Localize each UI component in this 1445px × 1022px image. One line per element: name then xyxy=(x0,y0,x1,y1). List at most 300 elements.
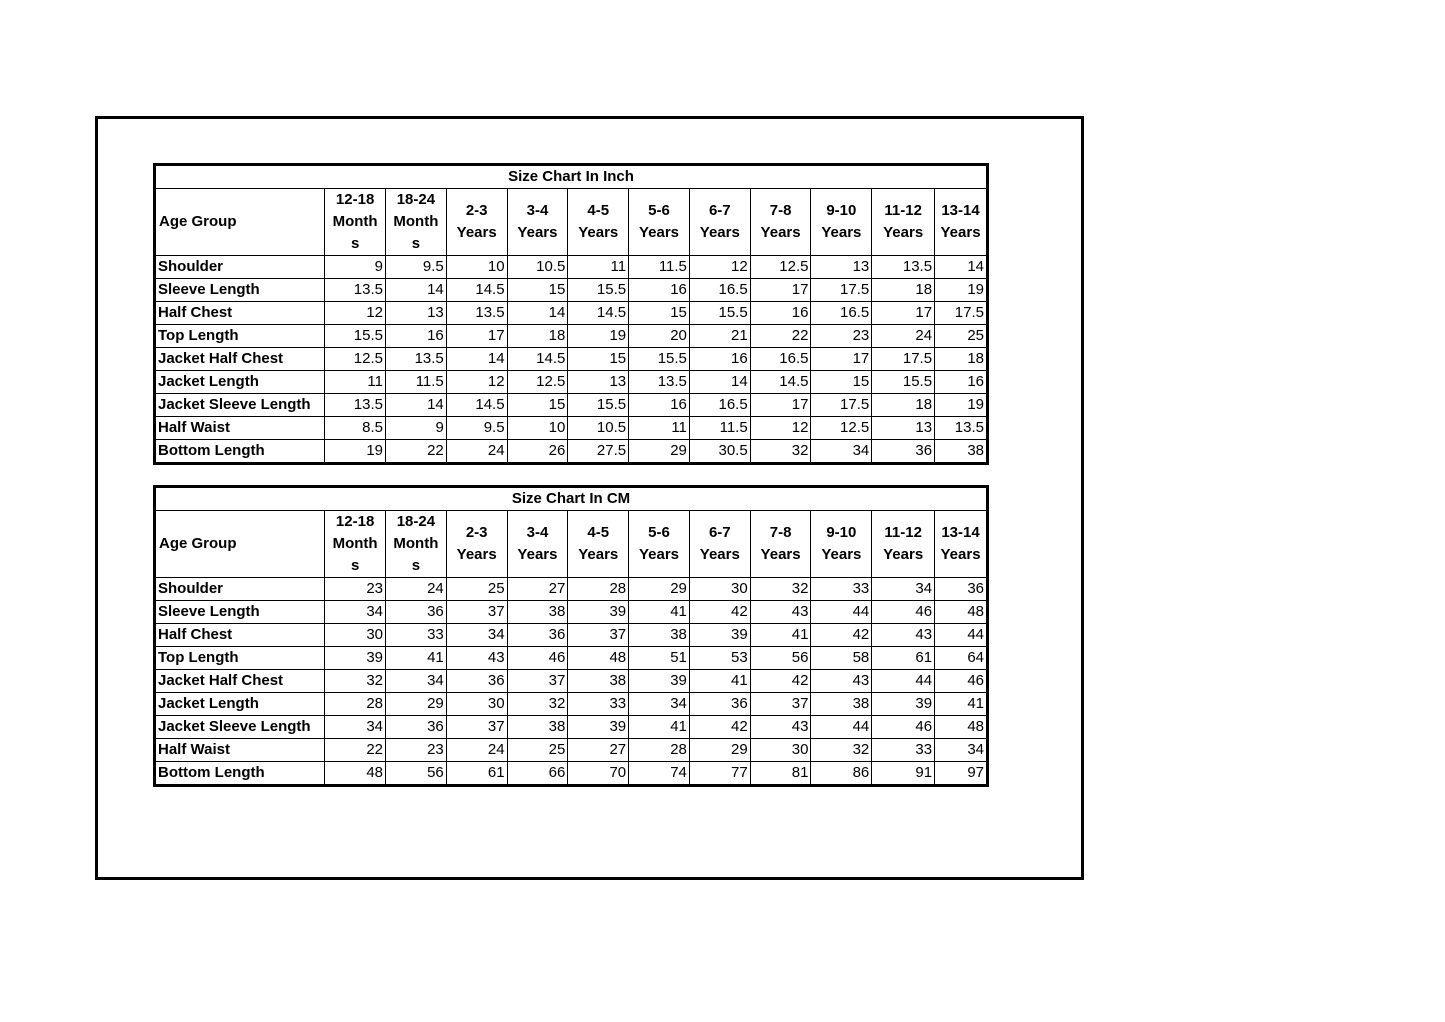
table-cell: 11 xyxy=(568,256,629,279)
size-chart-cm-table xyxy=(153,485,989,787)
column-header xyxy=(689,511,750,578)
table-cell: 28 xyxy=(568,578,629,601)
table-cell: 37 xyxy=(507,670,568,693)
column-header-line: Years xyxy=(821,224,862,241)
table-cell: 16 xyxy=(629,394,690,417)
row-label: Jacket Sleeve Length xyxy=(155,716,325,739)
table-cell: 81 xyxy=(750,762,811,786)
table-cell: 19 xyxy=(568,325,629,348)
table-cell: 46 xyxy=(872,716,935,739)
table-cell: 48 xyxy=(935,716,988,739)
column-header-line: 4-5 xyxy=(587,524,610,541)
row-label: Shoulder xyxy=(155,578,325,601)
table-cell: 13.5 xyxy=(935,417,988,440)
table-cell: 36 xyxy=(386,716,447,739)
table-cell: 18 xyxy=(507,325,568,348)
table-cell: 17 xyxy=(750,394,811,417)
table-cell: 28 xyxy=(325,693,386,716)
table-row xyxy=(155,578,988,601)
table-cell: 53 xyxy=(689,647,750,670)
table-cell: 38 xyxy=(507,601,568,624)
table-cell: 23 xyxy=(386,739,447,762)
table-cell: 48 xyxy=(568,647,629,670)
table-cell: 41 xyxy=(935,693,988,716)
table-cell: 46 xyxy=(935,670,988,693)
table-cell: 39 xyxy=(629,670,690,693)
table-cell: 32 xyxy=(325,670,386,693)
column-header xyxy=(935,511,988,578)
table-cell: 66 xyxy=(507,762,568,786)
row-label: Sleeve Length xyxy=(155,279,325,302)
table-cell: 36 xyxy=(689,693,750,716)
table-cell: 36 xyxy=(935,578,988,601)
table-cell: 39 xyxy=(325,647,386,670)
table-cell: 12.5 xyxy=(750,256,811,279)
table-cell: 56 xyxy=(750,647,811,670)
column-header-line: Month xyxy=(393,535,439,552)
table-cell: 13 xyxy=(872,417,935,440)
table-row xyxy=(155,762,988,786)
column-header xyxy=(935,189,988,256)
table-cell: 28 xyxy=(629,739,690,762)
column-header-line: Years xyxy=(940,546,981,563)
column-header xyxy=(446,189,507,256)
table-cell: 51 xyxy=(629,647,690,670)
table-cell: 39 xyxy=(568,716,629,739)
table-cell: 19 xyxy=(325,440,386,464)
table-cell: 24 xyxy=(386,578,447,601)
table-cell: 10.5 xyxy=(568,417,629,440)
table-header-row xyxy=(155,511,988,578)
table-cell: 12.5 xyxy=(507,371,568,394)
column-header-line: Years xyxy=(578,546,619,563)
table-row xyxy=(155,440,988,464)
table-cell: 14 xyxy=(689,371,750,394)
row-label: Shoulder xyxy=(155,256,325,279)
table-cell: 15 xyxy=(507,394,568,417)
table-row xyxy=(155,371,988,394)
table-cell: 24 xyxy=(446,739,507,762)
table-cell: 12 xyxy=(689,256,750,279)
table-cell: 13.5 xyxy=(872,256,935,279)
table-cell: 44 xyxy=(811,601,872,624)
table-cell: 41 xyxy=(750,624,811,647)
table-cell: 44 xyxy=(811,716,872,739)
column-header xyxy=(629,189,690,256)
table-cell: 30.5 xyxy=(689,440,750,464)
table-cell: 34 xyxy=(872,578,935,601)
header-age-group: Age Group xyxy=(155,189,325,256)
table-cell: 16 xyxy=(386,325,447,348)
table-cell: 18 xyxy=(872,279,935,302)
table-cell: 34 xyxy=(325,601,386,624)
column-header-line: Years xyxy=(760,546,801,563)
table-cell: 13 xyxy=(568,371,629,394)
table-cell: 17 xyxy=(811,348,872,371)
table-cell: 11 xyxy=(325,371,386,394)
table-cell: 17 xyxy=(750,279,811,302)
table-cell: 38 xyxy=(935,440,988,464)
table-cell: 16 xyxy=(750,302,811,325)
table-cell: 12.5 xyxy=(325,348,386,371)
table-title-row xyxy=(155,165,988,189)
table-cell: 13.5 xyxy=(386,348,447,371)
column-header xyxy=(386,511,447,578)
table-cell: 10 xyxy=(446,256,507,279)
table-cell: 25 xyxy=(507,739,568,762)
table-cell: 46 xyxy=(507,647,568,670)
column-header xyxy=(811,511,872,578)
table-cell: 9.5 xyxy=(386,256,447,279)
column-header-line: 12-18 xyxy=(335,513,375,530)
column-header-line: Years xyxy=(638,224,680,241)
column-header-line: s xyxy=(411,235,421,252)
column-header-line: Years xyxy=(638,546,680,563)
column-header-line: 3-4 xyxy=(526,202,549,219)
table-cell: 10.5 xyxy=(507,256,568,279)
table-cell: 27 xyxy=(507,578,568,601)
row-label: Top Length xyxy=(155,325,325,348)
table-cell: 16.5 xyxy=(811,302,872,325)
table-cell: 30 xyxy=(689,578,750,601)
column-header xyxy=(750,189,811,256)
row-label: Jacket Sleeve Length xyxy=(155,394,325,417)
table-cell: 12 xyxy=(750,417,811,440)
table-cell: 14.5 xyxy=(568,302,629,325)
table-cell: 77 xyxy=(689,762,750,786)
table-cell: 23 xyxy=(811,325,872,348)
table-row xyxy=(155,325,988,348)
table-cell: 15 xyxy=(811,371,872,394)
table-cell: 14.5 xyxy=(507,348,568,371)
table-cell: 37 xyxy=(750,693,811,716)
table-cell: 39 xyxy=(689,624,750,647)
table-cell: 16 xyxy=(689,348,750,371)
table-cell: 21 xyxy=(689,325,750,348)
table-cell: 13.5 xyxy=(629,371,690,394)
table-cell: 27.5 xyxy=(568,440,629,464)
table-cell: 19 xyxy=(935,394,988,417)
column-header-line: 18-24 xyxy=(396,191,436,208)
table-cell: 16.5 xyxy=(750,348,811,371)
table-cell: 9 xyxy=(325,256,386,279)
column-header-line: Years xyxy=(699,546,740,563)
table-cell: 34 xyxy=(325,716,386,739)
table-cell: 33 xyxy=(386,624,447,647)
table-cell: 14.5 xyxy=(446,394,507,417)
table-cell: 38 xyxy=(568,670,629,693)
table-cell: 13 xyxy=(811,256,872,279)
table-cell: 17 xyxy=(872,302,935,325)
table-cell: 37 xyxy=(446,716,507,739)
table-cell: 27 xyxy=(568,739,629,762)
table-cell: 34 xyxy=(446,624,507,647)
column-header-line: 5-6 xyxy=(648,524,670,541)
row-label: Jacket Length xyxy=(155,693,325,716)
table-cell: 41 xyxy=(629,601,690,624)
table-row xyxy=(155,601,988,624)
table-row xyxy=(155,417,988,440)
table-row xyxy=(155,348,988,371)
table-row xyxy=(155,716,988,739)
table-cell: 16 xyxy=(629,279,690,302)
table-cell: 38 xyxy=(811,693,872,716)
table-cell: 29 xyxy=(689,739,750,762)
table-row xyxy=(155,302,988,325)
table-cell: 48 xyxy=(935,601,988,624)
table-row xyxy=(155,624,988,647)
column-header-line: 3-4 xyxy=(526,524,549,541)
table-cell: 33 xyxy=(568,693,629,716)
table-cell: 15.5 xyxy=(872,371,935,394)
table-cell: 11.5 xyxy=(386,371,447,394)
table-cell: 22 xyxy=(386,440,447,464)
table-cell: 9.5 xyxy=(446,417,507,440)
table-cell: 43 xyxy=(446,647,507,670)
table-cell: 22 xyxy=(750,325,811,348)
column-header-line: Years xyxy=(517,224,558,241)
table-cell: 36 xyxy=(446,670,507,693)
column-header-line: 11-12 xyxy=(884,524,922,541)
table-cell: 42 xyxy=(750,670,811,693)
table-cell: 42 xyxy=(689,601,750,624)
column-header-line: s xyxy=(350,557,360,574)
table-cell: 36 xyxy=(386,601,447,624)
column-header xyxy=(750,511,811,578)
table-cell: 37 xyxy=(446,601,507,624)
table-cell: 30 xyxy=(446,693,507,716)
column-header xyxy=(872,511,935,578)
column-header xyxy=(689,189,750,256)
column-header xyxy=(325,189,386,256)
table-cell: 44 xyxy=(872,670,935,693)
table-cell: 13.5 xyxy=(325,279,386,302)
table-cell: 24 xyxy=(872,325,935,348)
table-cell: 15.5 xyxy=(629,348,690,371)
column-header-line: Years xyxy=(578,224,619,241)
table-cell: 56 xyxy=(386,762,447,786)
table-cell: 14 xyxy=(386,279,447,302)
table-cell: 43 xyxy=(872,624,935,647)
table-cell: 15 xyxy=(507,279,568,302)
table-cell: 70 xyxy=(568,762,629,786)
table-cell: 38 xyxy=(507,716,568,739)
table-cell: 30 xyxy=(325,624,386,647)
table-cell: 10 xyxy=(507,417,568,440)
row-label: Jacket Half Chest xyxy=(155,670,325,693)
size-chart-inch-table xyxy=(153,163,989,465)
column-header-line: Years xyxy=(456,224,497,241)
table-cell: 15 xyxy=(629,302,690,325)
table-cell: 36 xyxy=(507,624,568,647)
table-cell: 41 xyxy=(689,670,750,693)
table-cell: 23 xyxy=(325,578,386,601)
table-cell: 16.5 xyxy=(689,394,750,417)
table-cell: 14 xyxy=(935,256,988,279)
table-cell: 33 xyxy=(872,739,935,762)
header-age-group: Age Group xyxy=(155,511,325,578)
table-cell: 42 xyxy=(689,716,750,739)
table-title-row xyxy=(155,487,988,511)
table-cell: 15.5 xyxy=(689,302,750,325)
table-cell: 15 xyxy=(568,348,629,371)
column-header-line: s xyxy=(411,557,421,574)
column-header xyxy=(568,189,629,256)
column-header-line: Month xyxy=(332,535,378,552)
column-header xyxy=(446,511,507,578)
row-label: Jacket Length xyxy=(155,371,325,394)
table-cell: 13.5 xyxy=(446,302,507,325)
column-header-line: 7-8 xyxy=(769,524,792,541)
column-header-line: Years xyxy=(883,546,924,563)
table-cell: 15.5 xyxy=(568,394,629,417)
column-header-line: Month xyxy=(332,213,378,230)
table-cell: 39 xyxy=(568,601,629,624)
table-cell: 91 xyxy=(872,762,935,786)
table-cell: 25 xyxy=(935,325,988,348)
table-cell: 17.5 xyxy=(872,348,935,371)
table-cell: 34 xyxy=(935,739,988,762)
table-cell: 17.5 xyxy=(811,394,872,417)
column-header-line: 7-8 xyxy=(769,202,792,219)
table-row xyxy=(155,693,988,716)
column-header xyxy=(507,511,568,578)
column-header-line: Years xyxy=(883,224,924,241)
table-cell: 13.5 xyxy=(325,394,386,417)
column-header-line: Years xyxy=(456,546,497,563)
table-cell: 11 xyxy=(629,417,690,440)
column-header xyxy=(325,511,386,578)
table-row xyxy=(155,739,988,762)
column-header xyxy=(872,189,935,256)
table-cell: 41 xyxy=(386,647,447,670)
table-cell: 33 xyxy=(811,578,872,601)
table-cell: 37 xyxy=(568,624,629,647)
table-cell: 26 xyxy=(507,440,568,464)
table-cell: 86 xyxy=(811,762,872,786)
table-cell: 15.5 xyxy=(568,279,629,302)
column-header xyxy=(568,511,629,578)
column-header-line: 9-10 xyxy=(826,202,857,219)
column-header-line: 2-3 xyxy=(465,202,488,219)
column-header-line: 4-5 xyxy=(587,202,610,219)
table-cell: 36 xyxy=(872,440,935,464)
table-cell: 8.5 xyxy=(325,417,386,440)
table-cell: 43 xyxy=(750,601,811,624)
table-row xyxy=(155,647,988,670)
row-label: Half Waist xyxy=(155,417,325,440)
table-cell: 34 xyxy=(629,693,690,716)
table-cell: 46 xyxy=(872,601,935,624)
table-cell: 16.5 xyxy=(689,279,750,302)
table-cell: 18 xyxy=(935,348,988,371)
table-cell: 48 xyxy=(325,762,386,786)
row-label: Half Chest xyxy=(155,302,325,325)
table-cell: 18 xyxy=(872,394,935,417)
column-header-line: 6-7 xyxy=(708,202,731,219)
table-cell: 29 xyxy=(386,693,447,716)
table-cell: 19 xyxy=(935,279,988,302)
table-cell: 58 xyxy=(811,647,872,670)
table-cell: 17 xyxy=(446,325,507,348)
column-header-line: 13-14 xyxy=(941,524,980,541)
table-title: Size Chart In CM xyxy=(155,487,988,511)
column-header-line: 18-24 xyxy=(396,513,436,530)
table-cell: 61 xyxy=(446,762,507,786)
column-header-line: 2-3 xyxy=(465,524,488,541)
column-header-line: Years xyxy=(760,224,801,241)
table-cell: 34 xyxy=(386,670,447,693)
table-cell: 29 xyxy=(629,440,690,464)
table-cell: 39 xyxy=(872,693,935,716)
table-row xyxy=(155,394,988,417)
table-row xyxy=(155,256,988,279)
row-label: Top Length xyxy=(155,647,325,670)
table-cell: 32 xyxy=(507,693,568,716)
table-cell: 64 xyxy=(935,647,988,670)
table-cell: 22 xyxy=(325,739,386,762)
row-label: Half Chest xyxy=(155,624,325,647)
table-cell: 42 xyxy=(811,624,872,647)
table-cell: 32 xyxy=(811,739,872,762)
column-header-line: 6-7 xyxy=(708,524,731,541)
table-cell: 43 xyxy=(750,716,811,739)
row-label: Jacket Half Chest xyxy=(155,348,325,371)
table-header-row xyxy=(155,189,988,256)
column-header xyxy=(507,189,568,256)
column-header-line: 12-18 xyxy=(335,191,375,208)
table-cell: 41 xyxy=(629,716,690,739)
table-cell: 25 xyxy=(446,578,507,601)
table-title: Size Chart In Inch xyxy=(155,165,988,189)
column-header-line: Years xyxy=(517,546,558,563)
table-cell: 74 xyxy=(629,762,690,786)
column-header-line: Years xyxy=(940,224,981,241)
table-cell: 17.5 xyxy=(811,279,872,302)
table-cell: 43 xyxy=(811,670,872,693)
table-cell: 16 xyxy=(935,371,988,394)
table-cell: 13 xyxy=(386,302,447,325)
table-cell: 44 xyxy=(935,624,988,647)
table-cell: 12.5 xyxy=(811,417,872,440)
table-cell: 14 xyxy=(386,394,447,417)
column-header xyxy=(629,511,690,578)
column-header-line: 5-6 xyxy=(648,202,670,219)
table-cell: 11.5 xyxy=(629,256,690,279)
column-header xyxy=(386,189,447,256)
table-cell: 14 xyxy=(446,348,507,371)
table-cell: 20 xyxy=(629,325,690,348)
column-header-line: s xyxy=(350,235,360,252)
table-cell: 9 xyxy=(386,417,447,440)
row-label: Sleeve Length xyxy=(155,601,325,624)
table-cell: 38 xyxy=(629,624,690,647)
table-row xyxy=(155,279,988,302)
table-cell: 32 xyxy=(750,440,811,464)
table-cell: 24 xyxy=(446,440,507,464)
table-cell: 14.5 xyxy=(750,371,811,394)
table-cell: 11.5 xyxy=(689,417,750,440)
row-label: Bottom Length xyxy=(155,440,325,464)
column-header xyxy=(811,189,872,256)
table-cell: 17.5 xyxy=(935,302,988,325)
table-cell: 12 xyxy=(446,371,507,394)
column-header-line: 11-12 xyxy=(884,202,922,219)
table-cell: 15.5 xyxy=(325,325,386,348)
table-cell: 32 xyxy=(750,578,811,601)
column-header-line: 13-14 xyxy=(941,202,980,219)
column-header-line: Years xyxy=(699,224,740,241)
